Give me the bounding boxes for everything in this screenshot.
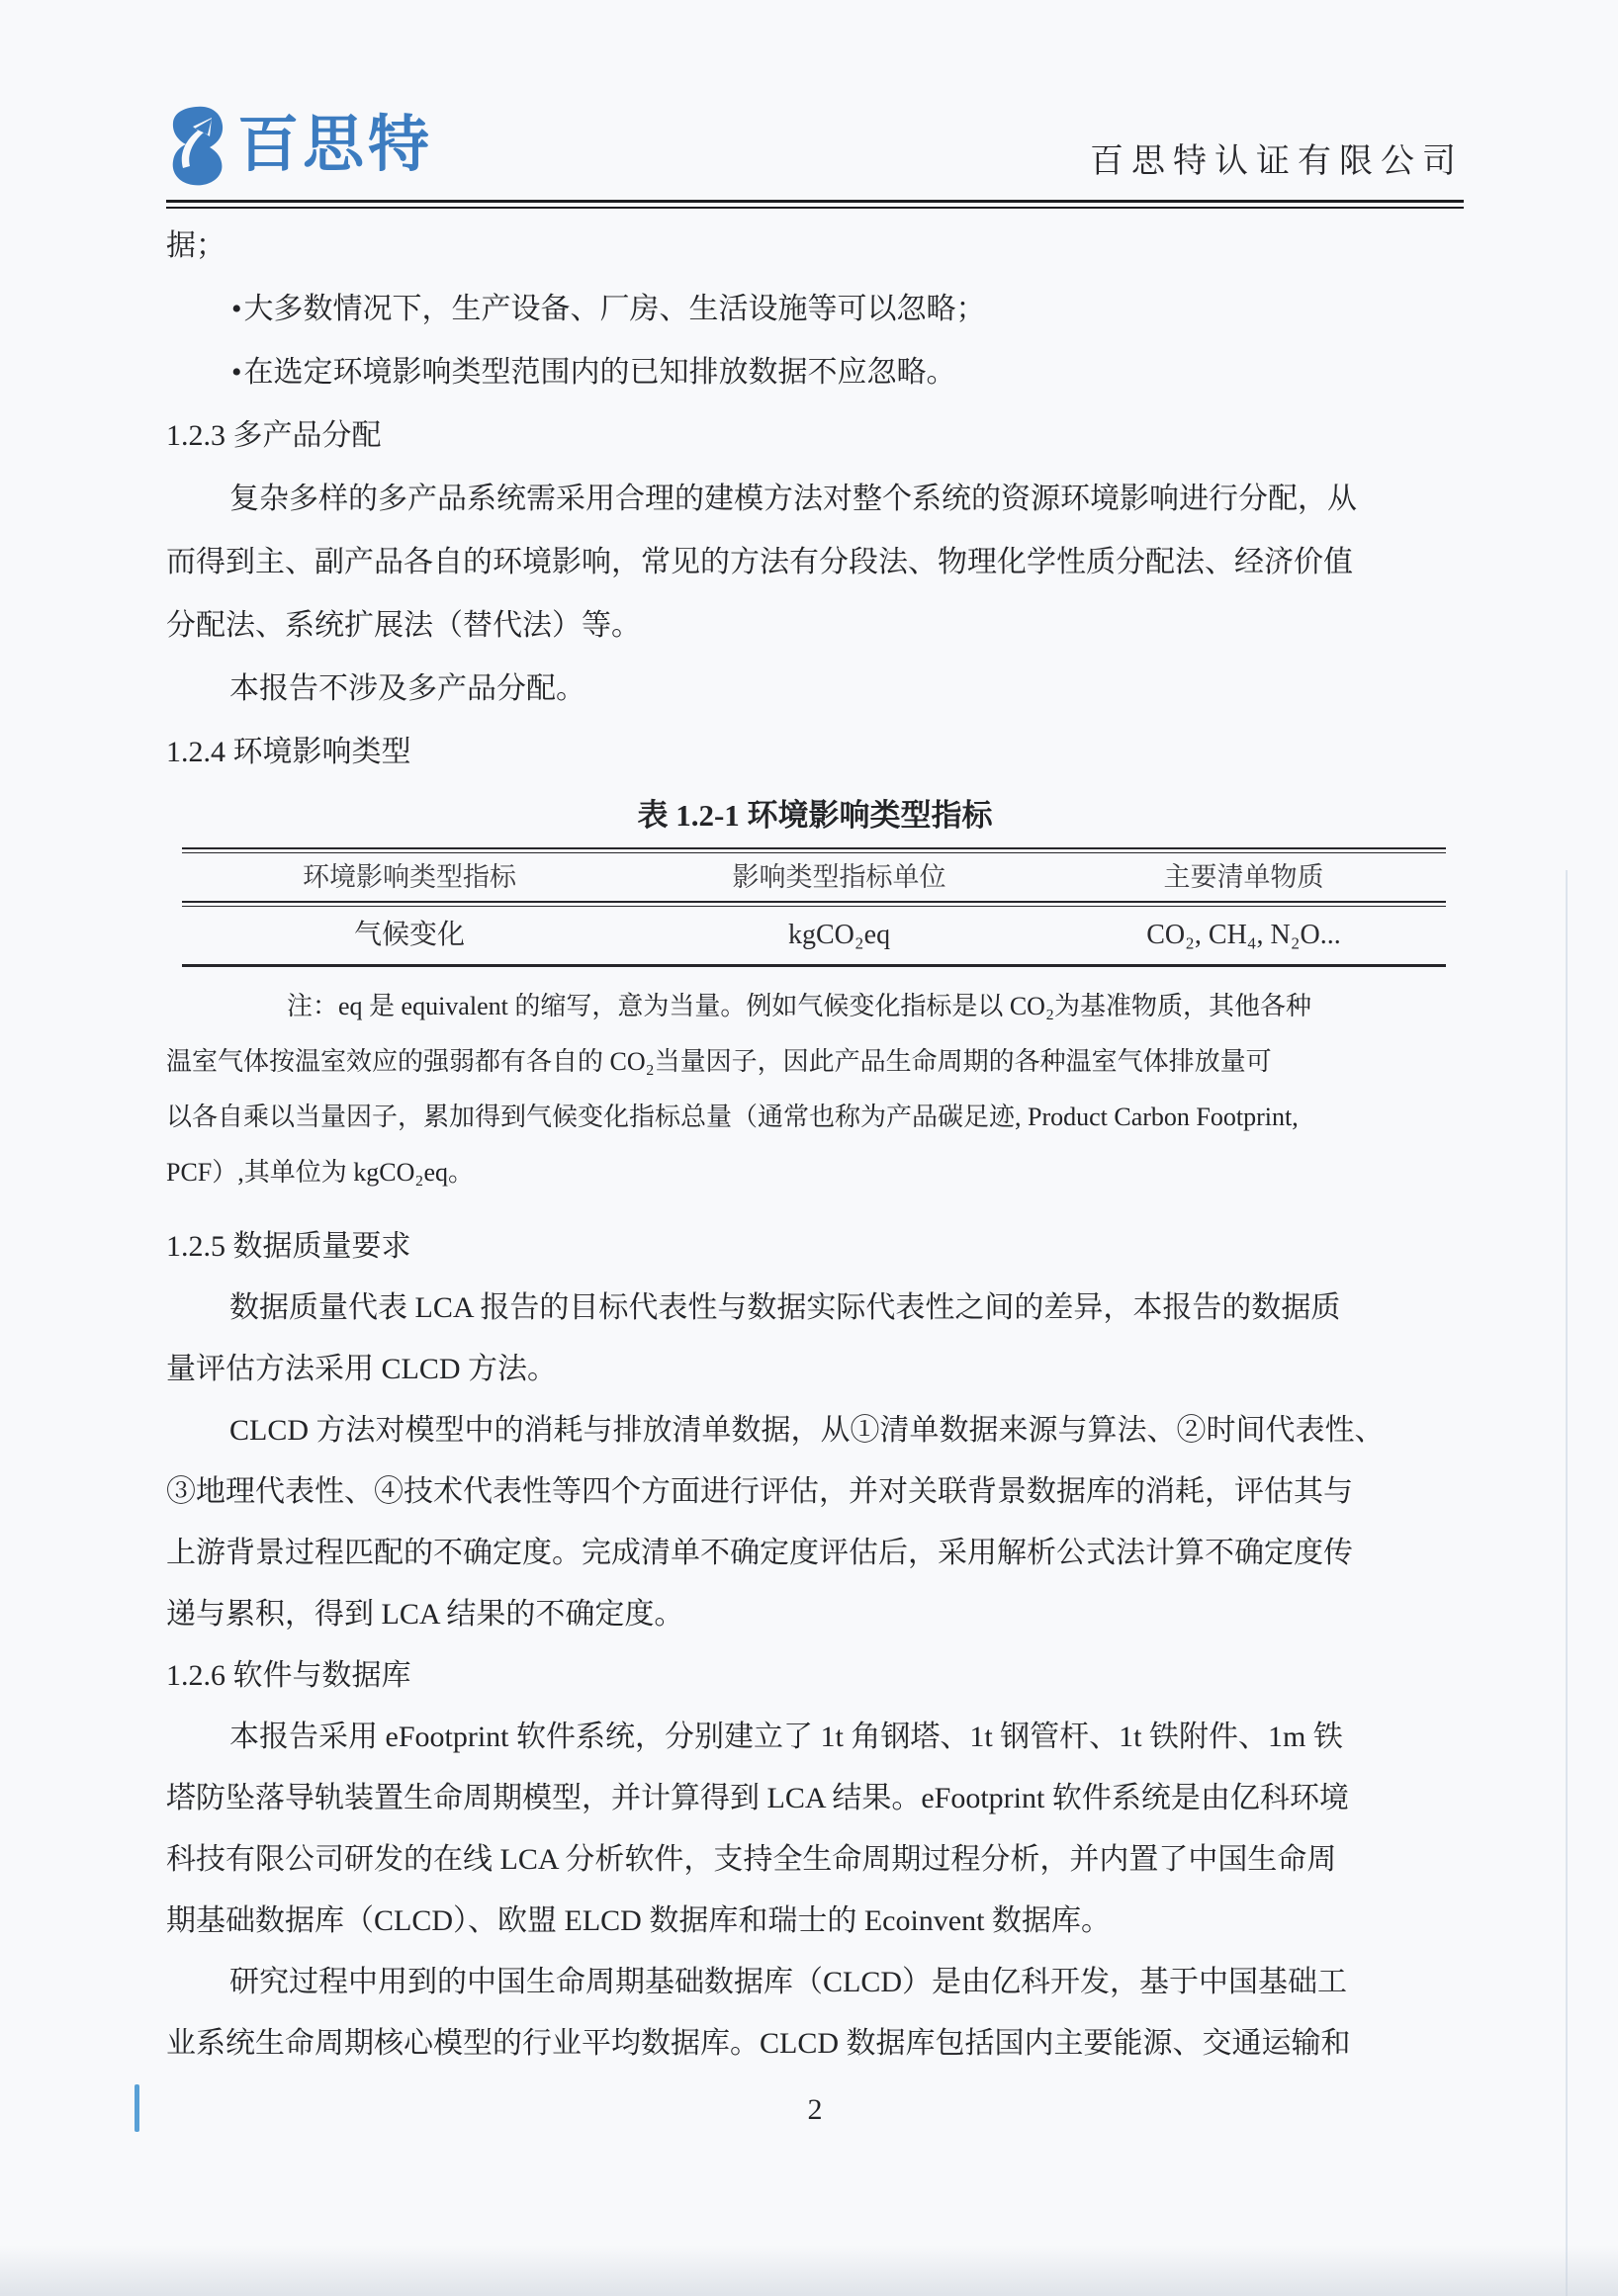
paragraph-line: 分配法、系统扩展法（替代法）等。 bbox=[166, 609, 641, 642]
margin-highlight-mark bbox=[135, 2084, 139, 2132]
note-line: 注：eq 是 equivalent 的缩写，意为当量。例如气候变化指标是以 CO₂为基准物质，其他各种 bbox=[287, 992, 1312, 1020]
table-caption: 表 1.2-1 环境影响类型指标 bbox=[637, 798, 993, 833]
bullet-item bbox=[166, 341, 1464, 404]
paragraph-line: CLCD 方法对模型中的消耗与排放清单数据，从①清单数据来源与算法、②时间代表性、 bbox=[229, 1414, 1385, 1447]
table-header-cell: 环境影响类型指标 bbox=[303, 862, 517, 892]
paragraph-line: 科技有限公司研发的在线 LCA 分析软件，支持全生命周期过程分析，并内置了中国生命周 bbox=[166, 1843, 1337, 1876]
paragraph-line: 本报告不涉及多产品分配。 bbox=[229, 672, 585, 705]
paragraph-line: 研究过程中用到的中国生命周期基础数据库（CLCD）是由亿科开发，基于中国基础工 bbox=[229, 1966, 1348, 1998]
table-cell: CO₂, CH₄, N₂O... bbox=[1146, 920, 1341, 950]
paragraph-line: 期基础数据库（CLCD）、欧盟 ELCD 数据库和瑞士的 Ecoinvent 数据库。 bbox=[166, 1904, 1111, 1937]
paragraph-line: 业系统生命周期核心模型的行业平均数据库。CLCD 数据库包括国内主要能源、交通运输和 bbox=[166, 2027, 1351, 2060]
paragraph-line: 复杂多样的多产品系统需采用合理的建模方法对整个系统的资源环境影响进行分配，从 bbox=[229, 483, 1357, 515]
note-line: 以各自乘以当量因子，累加得到气候变化指标总量（通常也称为产品碳足迹, Product Carbon Footprint, bbox=[166, 1103, 1299, 1131]
header-divider bbox=[166, 200, 1464, 209]
bullet-item bbox=[166, 278, 1464, 341]
company-name: 百思特认证有限公司 bbox=[1090, 143, 1464, 180]
impact-type-table bbox=[182, 847, 1446, 967]
scan-edge-line bbox=[1566, 870, 1568, 2296]
section-heading-1-2-5: 1.2.5 数据质量要求 bbox=[166, 1230, 411, 1263]
paragraph-line: ③地理代表性、④技术代表性等四个方面进行评估，并对关联背景数据库的消耗，评估其与 bbox=[166, 1475, 1353, 1508]
section-1-2-5 bbox=[166, 1216, 1464, 1645]
note-line: 温室气体按温室效应的强弱都有各自的 CO₂当量因子，因此产品生命周期的各种温室气体排放量可 bbox=[166, 1047, 1272, 1076]
brand-logo-text: 百思特 bbox=[237, 111, 434, 179]
table-header-cell: 影响类型指标单位 bbox=[732, 862, 946, 892]
section-1-2-6 bbox=[166, 1645, 1464, 2075]
paragraph-line: 塔防坠落导轨装置生命周期模型，并计算得到 LCA 结果。eFootprint 软件系统是由亿科环境 bbox=[166, 1782, 1349, 1814]
document-body bbox=[166, 215, 1464, 2138]
table-note bbox=[166, 979, 1464, 1200]
brand-logo-icon bbox=[166, 105, 227, 186]
page-number: 2 bbox=[807, 2093, 823, 2126]
table-header-cell: 主要清单物质 bbox=[1163, 862, 1324, 892]
page-header bbox=[166, 103, 1464, 186]
section-heading-1-2-4: 1.2.4 环境影响类型 bbox=[166, 736, 411, 768]
body-line-continuation: 据； bbox=[166, 229, 225, 262]
paragraph-line: 递与累积，得到 LCA 结果的不确定度。 bbox=[166, 1598, 684, 1631]
paragraph-line: 上游背景过程匹配的不确定度。完成清单不确定度评估后，采用解析公式法计算不确定度传 bbox=[166, 1537, 1353, 1569]
paragraph-line: 数据质量代表 LCA 报告的目标代表性与数据实际代表性之间的差异，本报告的数据质 bbox=[229, 1291, 1341, 1324]
brand-logo bbox=[166, 105, 433, 186]
table-row bbox=[182, 907, 1446, 964]
table-cell: 气候变化 bbox=[354, 920, 466, 950]
paragraph-line: 量评估方法采用 CLCD 方法。 bbox=[166, 1353, 558, 1385]
table-cell: kgCO₂eq bbox=[788, 920, 891, 950]
scan-bottom-shadow bbox=[0, 2245, 1618, 2296]
table-rule-bottom bbox=[182, 964, 1446, 967]
bullet-text: 大多数情况下，生产设备、厂房、生活设施等可以忽略； bbox=[243, 293, 986, 325]
paragraph-line: 本报告采用 eFootprint 软件系统，分别建立了 1t 角钢塔、1t 钢管杆、1t 铁附件、1m 铁 bbox=[229, 1721, 1343, 1753]
paragraph-line: 而得到主、副产品各自的环境影响，常见的方法有分段法、物理化学性质分配法、经济价值 bbox=[166, 546, 1353, 578]
table-header-row bbox=[182, 853, 1446, 901]
bullet-text: 在选定环境影响类型范围内的已知排放数据不应忽略。 bbox=[243, 356, 956, 389]
note-line: PCF）,其单位为 kgCO₂eq。 bbox=[166, 1158, 474, 1187]
bullet-icon: • bbox=[231, 293, 242, 325]
section-heading-1-2-6: 1.2.6 软件与数据库 bbox=[166, 1659, 411, 1692]
section-heading-1-2-3: 1.2.3 多产品分配 bbox=[166, 419, 382, 452]
bullet-icon: • bbox=[231, 356, 242, 389]
